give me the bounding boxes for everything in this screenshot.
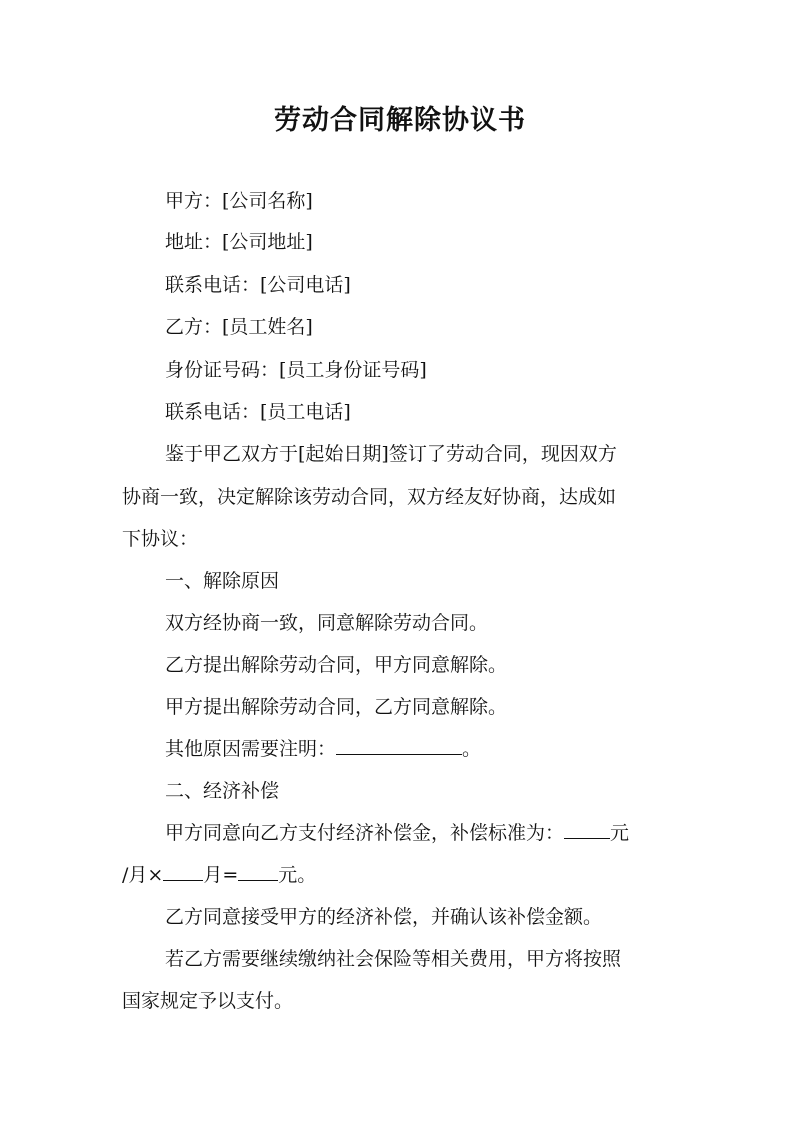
reason-item-2: 乙方提出解除劳动合同，甲方同意解除。 xyxy=(165,654,508,676)
months-blank[interactable] xyxy=(163,862,203,881)
preamble-line-2: 协商一致，决定解除该劳动合同，双方经友好协商，达成如 xyxy=(122,486,617,508)
preamble-line-3: 下协议： xyxy=(122,528,199,550)
reason-item-1: 双方经协商一致，同意解除劳动合同。 xyxy=(165,612,489,634)
insurance-line-2: 国家规定予以支付。 xyxy=(122,990,294,1012)
compensation-accept: 乙方同意接受甲方的经济补偿，并确认该补偿金额。 xyxy=(165,906,603,928)
party-b-name: 乙方：[员工姓名] xyxy=(165,316,313,338)
reason-other-period: 。 xyxy=(462,738,482,760)
compensation-unit: 元 xyxy=(610,822,630,844)
section-1-heading: 一、解除原因 xyxy=(165,570,280,592)
months-equals-label: 月= xyxy=(203,864,239,886)
reason-other-label: 其他原因需要注明： xyxy=(165,738,337,760)
total-blank[interactable] xyxy=(238,862,278,881)
party-b-phone: 联系电话：[员工电话] xyxy=(165,401,351,423)
preamble-line-1: 鉴于甲乙双方于[起始日期]签订了劳动合同，现因双方 xyxy=(165,443,617,465)
compensation-label: 甲方同意向乙方支付经济补偿金，补偿标准为： xyxy=(165,822,565,844)
reason-item-3: 甲方提出解除劳动合同，乙方同意解除。 xyxy=(165,696,508,718)
party-a-name: 甲方：[公司名称] xyxy=(165,190,313,212)
reason-item-other xyxy=(165,736,481,762)
compensation-line-2 xyxy=(122,862,316,888)
party-b-id: 身份证号码：[员工身份证号码] xyxy=(165,359,427,381)
insurance-line-1: 若乙方需要继续缴纳社会保险等相关费用，甲方将按照 xyxy=(165,948,622,970)
party-a-phone: 联系电话：[公司电话] xyxy=(165,274,351,296)
reason-other-blank[interactable] xyxy=(336,736,462,755)
document-title: 劳动合同解除协议书 xyxy=(274,105,526,136)
total-unit-label: 元。 xyxy=(278,864,317,886)
section-2-heading: 二、经济补偿 xyxy=(165,780,280,802)
compensation-rate-blank[interactable] xyxy=(564,820,610,839)
per-month-label: /月× xyxy=(122,864,164,886)
party-a-address: 地址：[公司地址] xyxy=(165,231,313,253)
compensation-line-1 xyxy=(165,820,629,846)
